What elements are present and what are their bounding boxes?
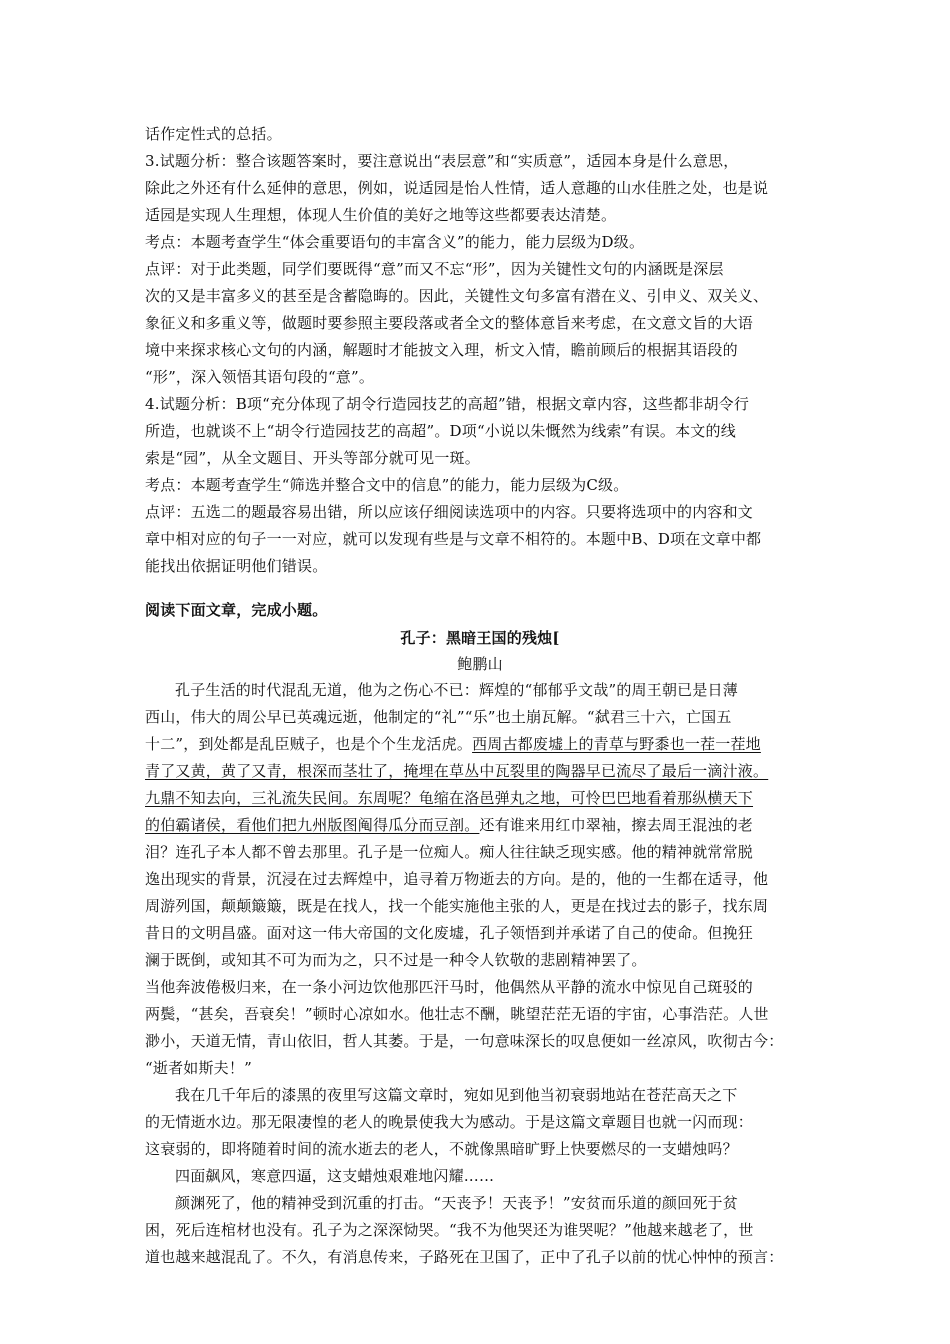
analysis-line: 章中相对应的句子一一对应，就可以发现有些是与文章不相符的。本题中B、D项在文章中都: [145, 530, 762, 548]
underlined-passage: 青了又黄，黄了又青，根深而茎壮了，掩埋在草丛中瓦裂里的陶器早已流尽了最后一滴汁液。: [145, 762, 769, 780]
article-line: [145, 812, 753, 838]
article-line: 困，死后连棺材也没有。孔子为之深深恸哭。“我不为他哭还为谁哭呢？”他越来越老了，世: [145, 1221, 754, 1239]
article-line: 渺小，天道无情，青山依旧，哲人其萎。于是，一句意味深长的叹息便如一丝凉风，吹彻古今：: [145, 1032, 784, 1050]
article-line: 两鬓，“甚矣，吾衰矣！”顿时心凉如水。他壮志不酬，眺望茫茫无语的宇宙，心事浩茫。人世: [145, 1005, 769, 1023]
analysis-line: 4.试题分析：B项“充分体现了胡令行造园技艺的高超”错，根据文章内容，这些都非胡令行: [145, 395, 750, 413]
article-line: 孔子生活的时代混乱无道，他为之伤心不已：辉煌的“郁郁乎文哉”的周王朝已是日薄: [175, 681, 738, 699]
analysis-line: 索是“园”，从全文题目、开头等部分就可见一斑。: [145, 449, 480, 467]
analysis-line: 象征义和多重义等，做题时要参照主要段落或者全文的整体意旨来考虑，在文意文旨的大语: [145, 314, 754, 332]
article-line: 西山，伟大的周公早已英魂远逝，他制定的“礼”“乐”也土崩瓦解。“弑君三十六，亡国五: [145, 708, 732, 726]
article-line: “逝者如斯夫！”: [145, 1059, 252, 1077]
article-line: 当他奔波倦极归来，在一条小河边饮他那匹汗马时，他偶然从平静的流水中惊见自己斑驳的: [145, 978, 754, 996]
article-line: 这衰弱的，即将随着时间的流水逝去的老人，不就像黑暗旷野上快要燃尽的一支蜡烛吗？: [145, 1140, 738, 1158]
analysis-line: 点评：对于此类题，同学们要既得“意”而又不忘“形”，因为关键性文句的内涵既是深层: [145, 260, 724, 278]
analysis-line: 3.试题分析：整合该题答案时，要注意说出“表层意”和“实质意”，适园本身是什么意思，: [145, 152, 739, 170]
analysis-line: 适园是实现人生理想，体现人生价值的美好之地等这些都要表达清楚。: [145, 206, 617, 224]
article-title: 孔子：黑暗王国的残烛[: [400, 629, 560, 647]
article-line: 周游列国，颠颠簸簸，既是在找人，找一个能实施他主张的人，更是在找过去的影子，找东周: [145, 897, 769, 915]
article-line: 澜于既倒，或知其不可为而为之，只不过是一种令人钦敬的悲剧精神罢了。: [145, 951, 647, 969]
analysis-line: 考点：本题考查学生“体会重要语句的丰富含义”的能力，能力层级为D级。: [145, 233, 645, 251]
analysis-line: “形”，深入领悟其语句段的“意”。: [145, 368, 375, 386]
analysis-line: 次的又是丰富多义的甚至是含蓄隐晦的。因此，关键性文句多富有潜在义、引申义、双关义、: [145, 287, 769, 305]
article-text: 十二”，到处都是乱臣贼子，也是个个生龙活虎。: [145, 735, 473, 753]
article-author: 鲍鹏山: [457, 655, 503, 673]
analysis-line: 所造，也就谈不上“胡令行造园技艺的高超”。D项“小说以朱慨然为线索”有误。本文的线: [145, 422, 736, 440]
instruction-heading: 阅读下面文章，完成小题。: [145, 601, 328, 619]
underlined-passage: 的伯霸诸侯，看他们把九州版图阄得瓜分而豆剖。: [145, 816, 480, 834]
article-line: 四面飙风，寒意四逼，这支蜡烛艰难地闪耀……: [175, 1167, 495, 1185]
underlined-passage: 九鼎不知去向，三礼流失民间。东周呢？龟缩在洛邑弹丸之地，可怜巴巴地看着那纵横天下: [145, 789, 754, 807]
article-line: 我在几千年后的漆黑的夜里写这篇文章时，宛如见到他当初衰弱地站在苍茫高天之下: [175, 1086, 738, 1104]
underlined-passage: 西周古都废墟上的青草与野黍也一茬一茬地: [472, 735, 761, 753]
analysis-line: 考点：本题考查学生“筛选并整合文中的信息”的能力，能力层级为C级。: [145, 476, 629, 494]
analysis-line: 能找出依据证明他们错误。: [145, 557, 328, 575]
article-line: 泪？连孔子本人都不曾去那里。孔子是一位痴人。痴人往往缺乏现实感。他的精神就常常脱: [145, 843, 754, 861]
article-line: 道也越来越混乱了。不久，有消息传来，子路死在卫国了，正中了孔子以前的忧心忡忡的预言：: [145, 1248, 784, 1266]
analysis-line: 话作定性式的总括。: [145, 125, 282, 143]
article-line: 昔日的文明昌盛。面对这一伟大帝国的文化废墟，孔子领悟到并承诺了自己的使命。但挽狂: [145, 924, 754, 942]
analysis-line: 除此之外还有什么延伸的意思，例如，说适园是怡人性情，适人意趣的山水佳胜之处，也是说: [145, 179, 769, 197]
article-line: 逸出现实的背景，沉浸在过去辉煌中，追寻着万物逝去的方向。是的，他的一生都在适寻，他: [145, 870, 769, 888]
analysis-line: 点评：五选二的题最容易出错，所以应该仔细阅读选项中的内容。只要将选项中的内容和文: [145, 503, 754, 521]
article-text: 还有谁来用红巾翠袖，擦去周王混浊的老: [479, 816, 754, 834]
article-line: 的无情逝水边。那无限凄惶的老人的晚景使我大为感动。于是这篇文章题目也就一闪而现：: [145, 1113, 754, 1131]
article-line: 颜渊死了，他的精神受到沉重的打击。“天丧予！天丧予！”安贫而乐道的颜回死于贫: [175, 1194, 738, 1212]
analysis-line: 境中来探求核心文句的内涵，解题时才能披文入理，析文入情，瞻前顾后的根据其语段的: [145, 341, 738, 359]
article-line: [145, 731, 761, 757]
